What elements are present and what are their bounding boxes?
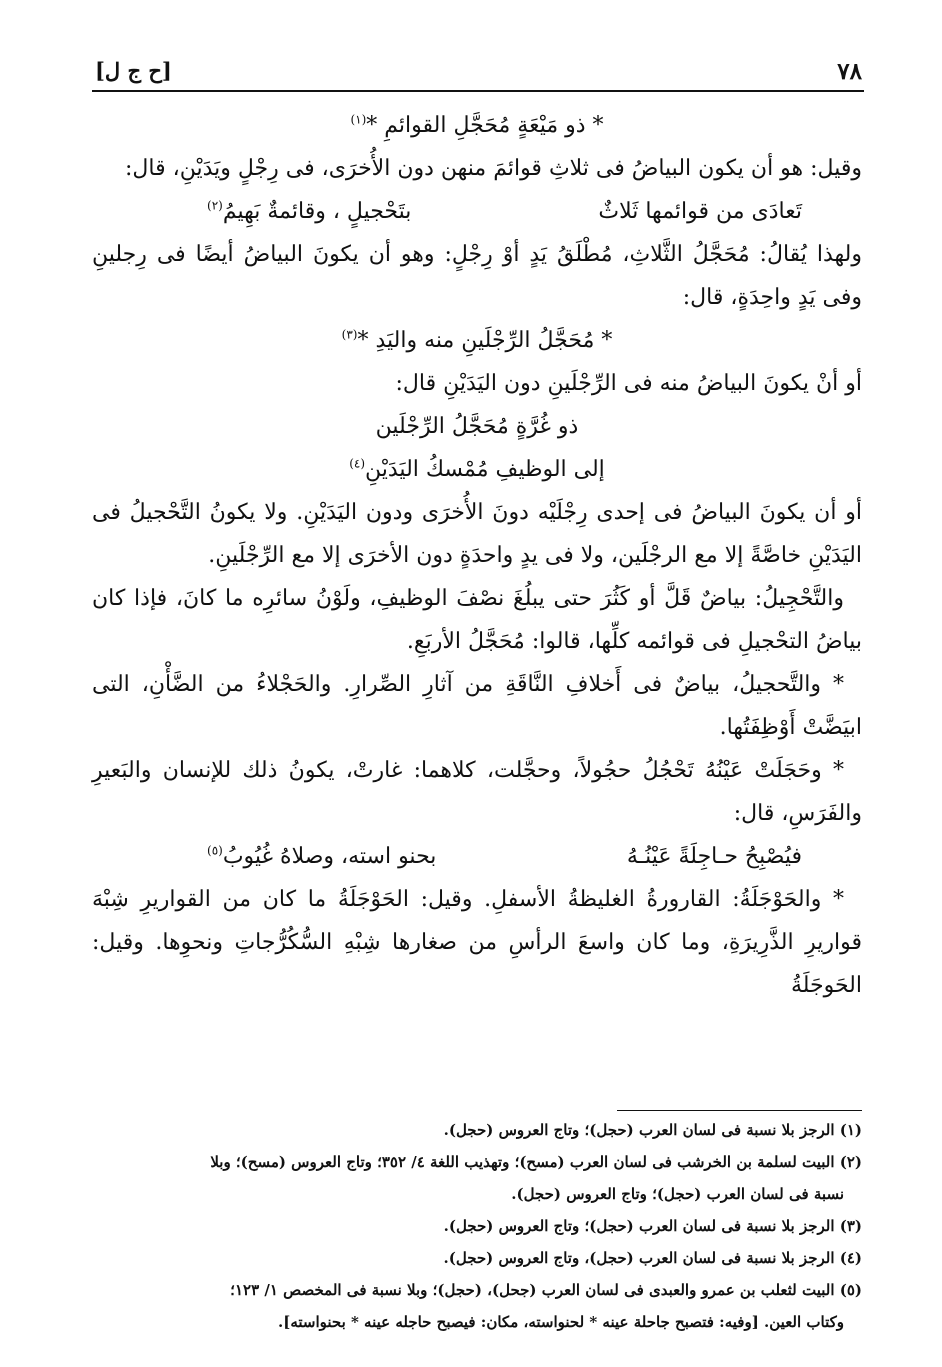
footnote-ref-2: (٢): [207, 198, 223, 213]
paragraph-7: * وحَجَلَتْ عَيْنُهُ تَحْجُلُ حجُولاً، وحجَّلت، كلاهما: غارتْ، يكونُ ذلك للإنسان والبَعيرِ والفَرَسِ، قال:: [92, 758, 862, 826]
verse-line-3: ذو غُرَّةٍ مُحَجَّلُ الرِّجْلَين: [375, 414, 579, 439]
verse-hemistich-1: فيُصْبِحُ حـاجِلَةً عَيْنُـهُ: [626, 844, 802, 869]
paragraph-1: وقيل: هو أن يكون البياضُ فى ثلاثِ قوائمَ منهن دون الأُخرَى، فى رِجْلٍ ويَدَيْنِ، قال:: [125, 156, 862, 181]
footnote-2-continued: نسبة فى لسان العرب (حجل)؛ وتاج العروس (حجل).: [511, 1185, 844, 1203]
footnote-ref-3: (٣): [341, 327, 358, 342]
verse-line-2: [92, 319, 862, 362]
paragraph-3: أو أنْ يكونَ البياضُ منه فى الرِّجْلَينِ دون اليَدَيْنِ قال:: [395, 371, 862, 396]
paragraph-2: ولهذا يُقالُ: مُحَجَّلُ الثَّلاثِ، مُطْلَقُ يَدٍ أوْ رِجْلٍ: وهو أن يكونَ البياضُ أيضًا فى رِجلينِ وفى يَدٍ واحِدَةٍ، قال:: [92, 242, 862, 310]
footnotes: [92, 1114, 862, 1338]
verse-hemistich-2: [207, 190, 411, 233]
footnote-1: (١) الرجز بلا نسبة فى لسان العرب (حجل)؛ وتاج العروس (حجل).: [443, 1121, 862, 1139]
verse-text: * مُحَجَّلُ الرِّجْلَينِ منه واليَدِ *: [357, 328, 613, 353]
root-letters: [ح ج ل]: [95, 58, 172, 83]
verse-text: إلى الوظيفِ مُمْسكُ اليَدَيْنِ: [365, 457, 605, 482]
main-text: [92, 104, 862, 1007]
footnote-3: (٣) الرجز بلا نسبة فى لسان العرب (حجل)؛ وتاج العروس (حجل).: [443, 1217, 862, 1235]
footnote-ref-4: (٤): [349, 456, 366, 471]
verse-text: * ذو مَيْعَةٍ مُحَجَّلِ القوائمِ *: [366, 113, 604, 138]
footnote-2: (٢) البيت لسلمة بن الخرشب فى لسان العرب (مسح)؛ وتهذيب اللغة ٤/ ٣٥٢؛ وتاج العروس (مسح)؛ وبلا: [210, 1153, 862, 1171]
footnote-ref-5: (٥): [207, 843, 223, 858]
verse-text: بتَحْجيلٍ ، وقائمةٌ بَهِيمُ: [222, 199, 412, 224]
footnote-5-continued: وكتاب العين. [وفيه: فتصبح جاحلة عينه * لحنواسته، مكان: فيصبح حاجله عينه * بحنواسته].: [278, 1313, 844, 1331]
paragraph-8: * والحَوْجَلَةُ: القارورةُ الغليظةُ الأسفلِ. وقيل: الحَوْجَلَةُ ما كان من القواريرِ شِبْهَ قواريرِ الذَّرِيرَةِ، وما كان واسعَ الرأسِ من صغارها شِبْهِ السُّكُرُّجاتِ ونحوِها. وقيل: الحَوجَلَةُ: [92, 887, 862, 998]
paragraph-4: أو أن يكونَ البياضُ فى إحدى رِجْلَيْه دونَ الأُخرَى ودون اليَدَيْنِ. ولا يكونُ التَّحْجيلُ فى اليَدَيْنِ خاصَّةً إلا مع الرجْلَين، ولا فى يدٍ واحدَةٍ دون الأخرَى إلا مع الرِّجْلَينِ.: [92, 500, 862, 568]
footnote-5: (٥) البيت لثعلب بن عمرو والعبدى فى لسان العرب (جحل)، (حجل)؛ وبلا نسبة فى المخصص ١/ ١٢٣؛: [230, 1281, 862, 1299]
footnote-ref-1: (١): [350, 112, 367, 127]
verse-line-1: [92, 104, 862, 147]
verse-text: بحنو استه، وصلاهُ غُيُوبُ: [222, 844, 437, 869]
paragraph-6: * والتَّحجيلُ، بياضٌ فى أَخلافِ النَّاقَةِ من آثارِ الصِّرارِ. والحَجْلاءُ من الضَّأْنِ، التى ابيَضَّتْ أَوْظِفَتُها.: [92, 672, 862, 740]
poem-verse-1: [92, 190, 862, 233]
page-number: ٧٨: [837, 58, 862, 85]
page-header: [95, 58, 862, 88]
paragraph-5: والتَّحْجِيلُ: بياضٌ قَلَّ أو كَثُرَ حتى يبلُغَ نصْفَ الوظيفِ، ولَوْنُ سائرِه ما كانَ، فإذا كان بياضُ التحْجيلِ فى قوائمه كلِّها، قالوا: مُحَجَّلُ الأربَعِ.: [92, 586, 862, 654]
verse-hemistich-2: [207, 835, 436, 878]
poem-verse-2: [92, 835, 862, 878]
verse-hemistich-1: تَعادَى من قوائمها ثَلاثٌ: [598, 199, 802, 224]
footnote-rule: [617, 1110, 862, 1111]
footnote-4: (٤) الرجز بلا نسبة فى لسان العرب (حجل)، وتاج العروس (حجل).: [443, 1249, 862, 1267]
header-rule: [92, 90, 864, 92]
verse-line-4: [92, 448, 862, 491]
